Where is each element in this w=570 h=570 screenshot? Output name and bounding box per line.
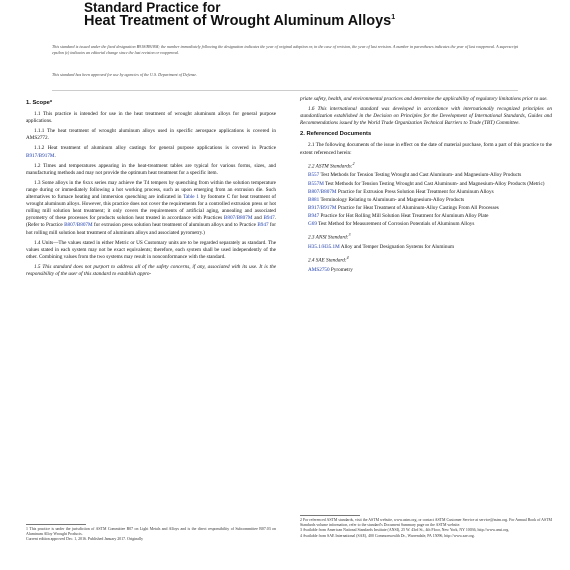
title-footnote-mark: 1: [391, 14, 396, 22]
reference-title: Pyrometry: [329, 266, 353, 273]
sae-standard-heading: [308, 254, 552, 265]
para-1-5-continued: priate safety, health, and environmental practices and determine the applicability of regulatory limitations prior to use.: [300, 96, 548, 102]
reference-title: Practice for Extrusion Press Solution Heat Treatment for Aluminum Alloys: [336, 188, 494, 195]
para-1-4: 1.4 Units—The values stated in either Metric or US Customary units are to be regarded separately as standard. The values stated in each system may not be exact equivalents; therefore, each system shall be used independently of the other. Combining values from the two systems may result in nonconformance with the standard.: [26, 239, 276, 260]
reference-code-link[interactable]: G69: [308, 221, 317, 228]
sae-heading-text: 2.4 SAE Standard:: [308, 257, 347, 264]
reference-code-link[interactable]: B947: [308, 212, 320, 219]
reference-item: [308, 181, 552, 188]
astm-standards-heading: [308, 160, 552, 171]
para-1-5: 1.5 This standard does not purport to address all of the safety concerns, if any, associated with its use. It is the responsibility of the user of this standard to establish appro-: [26, 263, 276, 277]
para-2-1: 2.1 The following documents of the issue in effect on the date of material purchase, form a part of this practice to the extent referenced herein:: [300, 142, 552, 156]
reference-title: Alloy and Temper Designation Systems for Aluminum: [339, 243, 455, 250]
footnotes-left: [26, 527, 276, 543]
link-b947-second[interactable]: B947: [257, 222, 269, 229]
ansi-heading-text: 2.3 ANSI Standard:: [308, 234, 349, 241]
footnotes-right: [300, 518, 552, 539]
reference-title: Practice for Hot Rolling Mill Solution Heat Treatment for Aluminum Alloy Plate: [319, 212, 489, 219]
reference-item: [308, 205, 552, 212]
para-1-3-f: for hot rolling mill solution heat treatment of aluminum alloys and associated pyrometry.): [26, 222, 276, 236]
reference-title: Terminology Relating to Aluminum- and Magnesium-Alloy Products: [319, 196, 465, 203]
ansi-standard-heading: [308, 231, 552, 242]
title-line-2: [84, 13, 524, 29]
reference-item: [308, 244, 552, 251]
reference-title: Test Methods for Tension Testing Wrought and Cast Aluminum- and Magnesium-Alloy Products (Metric): [323, 180, 545, 187]
section-heading-scope: 1. Scope*: [26, 100, 53, 106]
para-1-3-d: . (Refer to Practice: [26, 215, 276, 229]
para-1-3-a: 1.3 Some alloys in the 6xxx series may achieve the T4 tempers by quenching from within the solution temperature range during or immediately following a hot working process, such as upon emerging from an extrusion die. Such alternatives to furnace heating and immersion quenching are indicated in: [26, 179, 276, 201]
reference-item: [308, 197, 552, 204]
astm-reference-list: [300, 172, 552, 228]
approval-note: This standard has been approved for use by agencies of the U.S. Department of Defense.: [52, 72, 198, 77]
reference-item: [308, 172, 552, 179]
reference-code-link[interactable]: B807/B807M: [308, 188, 337, 195]
footnote-1-continued: Current edition approved Dec. 1, 2016. Published January 2017. Originally: [26, 537, 144, 542]
link-b917[interactable]: B917/B917M: [26, 152, 55, 159]
para-1-3-b: by footnote C for heat treatment of wrought aluminum alloys. However, this practice does not cover the requirements for a controlled extrusion press or hot rolling mill solution heat treatment; it only covers the requirements of artificial aging, annealing and associated pyrometry of these processes for products solution heat treated in accordance with Practices: [26, 194, 276, 222]
reference-code-link[interactable]: H35.1/H35.1M: [308, 243, 340, 250]
left-column: [26, 96, 276, 281]
reference-code-link[interactable]: B557: [308, 172, 320, 179]
astm-footnote-mark: 2: [352, 160, 355, 166]
reference-item: [308, 221, 552, 228]
footnote-rule-left: [26, 524, 86, 525]
sae-footnote-mark: 4: [346, 255, 349, 261]
para-1-1-2: [26, 145, 276, 159]
ansi-reference-list: [300, 244, 552, 251]
para-1-3: [26, 180, 276, 237]
para-1-1-2-end: .: [54, 152, 56, 159]
reference-code-link[interactable]: B917/B917M: [308, 204, 337, 211]
para-1-3-c: and: [252, 215, 264, 222]
reference-code-link[interactable]: B881: [308, 196, 320, 203]
title-text: Heat Treatment of Wrought Aluminum Alloys: [84, 13, 392, 29]
footnote-1: 1 This practice is under the jurisdiction of ASTM Committee B07 on Light Metals and Alloys and is the direct responsibility of Subcommittee B07.03 on Aluminum Alloy Wrought Products.: [26, 527, 276, 537]
footnote-3: 3 Available from American National Standards Institute (ANSI), 25 W. 43rd St., 4th Floor, New York, NY 10036, http://www.ansi.org.: [300, 528, 510, 533]
reference-item: [308, 213, 552, 220]
sae-reference-list: [300, 267, 552, 274]
reference-item: [308, 189, 552, 196]
link-b807[interactable]: B807/B807M: [223, 215, 253, 222]
reference-item: [308, 267, 552, 274]
para-1-1: 1.1 This practice is intended for use in the heat treatment of wrought aluminum alloys for general purpose applications.: [26, 111, 276, 125]
link-table-1[interactable]: Table 1: [183, 194, 199, 201]
ansi-footnote-mark: 3: [348, 232, 351, 238]
reference-title: Practice for Heat Treatment of Aluminum-Alloy Castings From All Processes: [336, 204, 499, 211]
preamble-divider: [52, 90, 518, 91]
para-1-2: 1.2 Times and temperatures appearing in the heat-treatment tables are typical for various forms, sizes, and manufacturing methods and may not provide the optimum heat treatment for a specific item.: [26, 162, 276, 176]
title-line-1: Standard Practice for: [84, 0, 221, 15]
para-1-3-e: for extrusion press solution heat treatment of aluminum alloys and to Practice: [92, 222, 258, 229]
section-heading-referenced: 2. Referenced Documents: [300, 131, 372, 138]
reference-code-link[interactable]: B557M: [308, 180, 324, 187]
para-1-1-1: 1.1.1 The heat treatment of wrought aluminum alloys used in specific aerospace applications is covered in AMS2772.: [26, 128, 276, 142]
reference-title: Test Methods for Tension Testing Wrought and Cast Aluminum- and Magnesium-Alloy Products: [319, 172, 522, 179]
footnote-rule-right: [300, 515, 360, 516]
para-1-1-2-text: 1.1.2 Heat treatment of aluminum alloy castings for general purpose applications is covered in Practice: [34, 145, 276, 152]
reference-title: Test Method for Measurement of Corrosion Potentials of Aluminum Alloys: [316, 221, 475, 228]
link-b947[interactable]: B947: [263, 215, 275, 222]
right-column: [300, 96, 552, 275]
footnote-4: 4 Available from SAE International (SAE), 400 Commonwealth Dr., Warrendale, PA 15096, http://www.sae.org.: [300, 533, 475, 538]
link-b807-second[interactable]: B807/B807M: [64, 222, 93, 229]
para-1-6: 1.6 This international standard was developed in accordance with internationally recognized principles on standardization established in the Decision on Principles for the Development of International Standards, Guides and Recommendations issued by the World Trade Organization Technical Barriers to Trade (TBT) Committee.: [300, 106, 552, 127]
astm-heading-text: 2.2 ASTM Standards:: [308, 163, 353, 170]
designation-note: This standard is issued under the fixed designation B918/B918M; the number immediately following the designation indicates the year of original adoption or, in the case of revision, the year of last revision. A number in parentheses indicates the year of last reapproval. A superscript epsilon (ε) indicates an editorial change since the last revision or reapproval.: [52, 44, 518, 55]
reference-code-link[interactable]: AMS2750: [308, 266, 330, 273]
footnote-2: 2 For referenced ASTM standards, visit the ASTM website, www.astm.org, or contact ASTM Customer Service at service@astm.org. For Annual Book of ASTM Standards volume information, refer to the standard's Document Summary page on the ASTM website.: [300, 518, 552, 528]
